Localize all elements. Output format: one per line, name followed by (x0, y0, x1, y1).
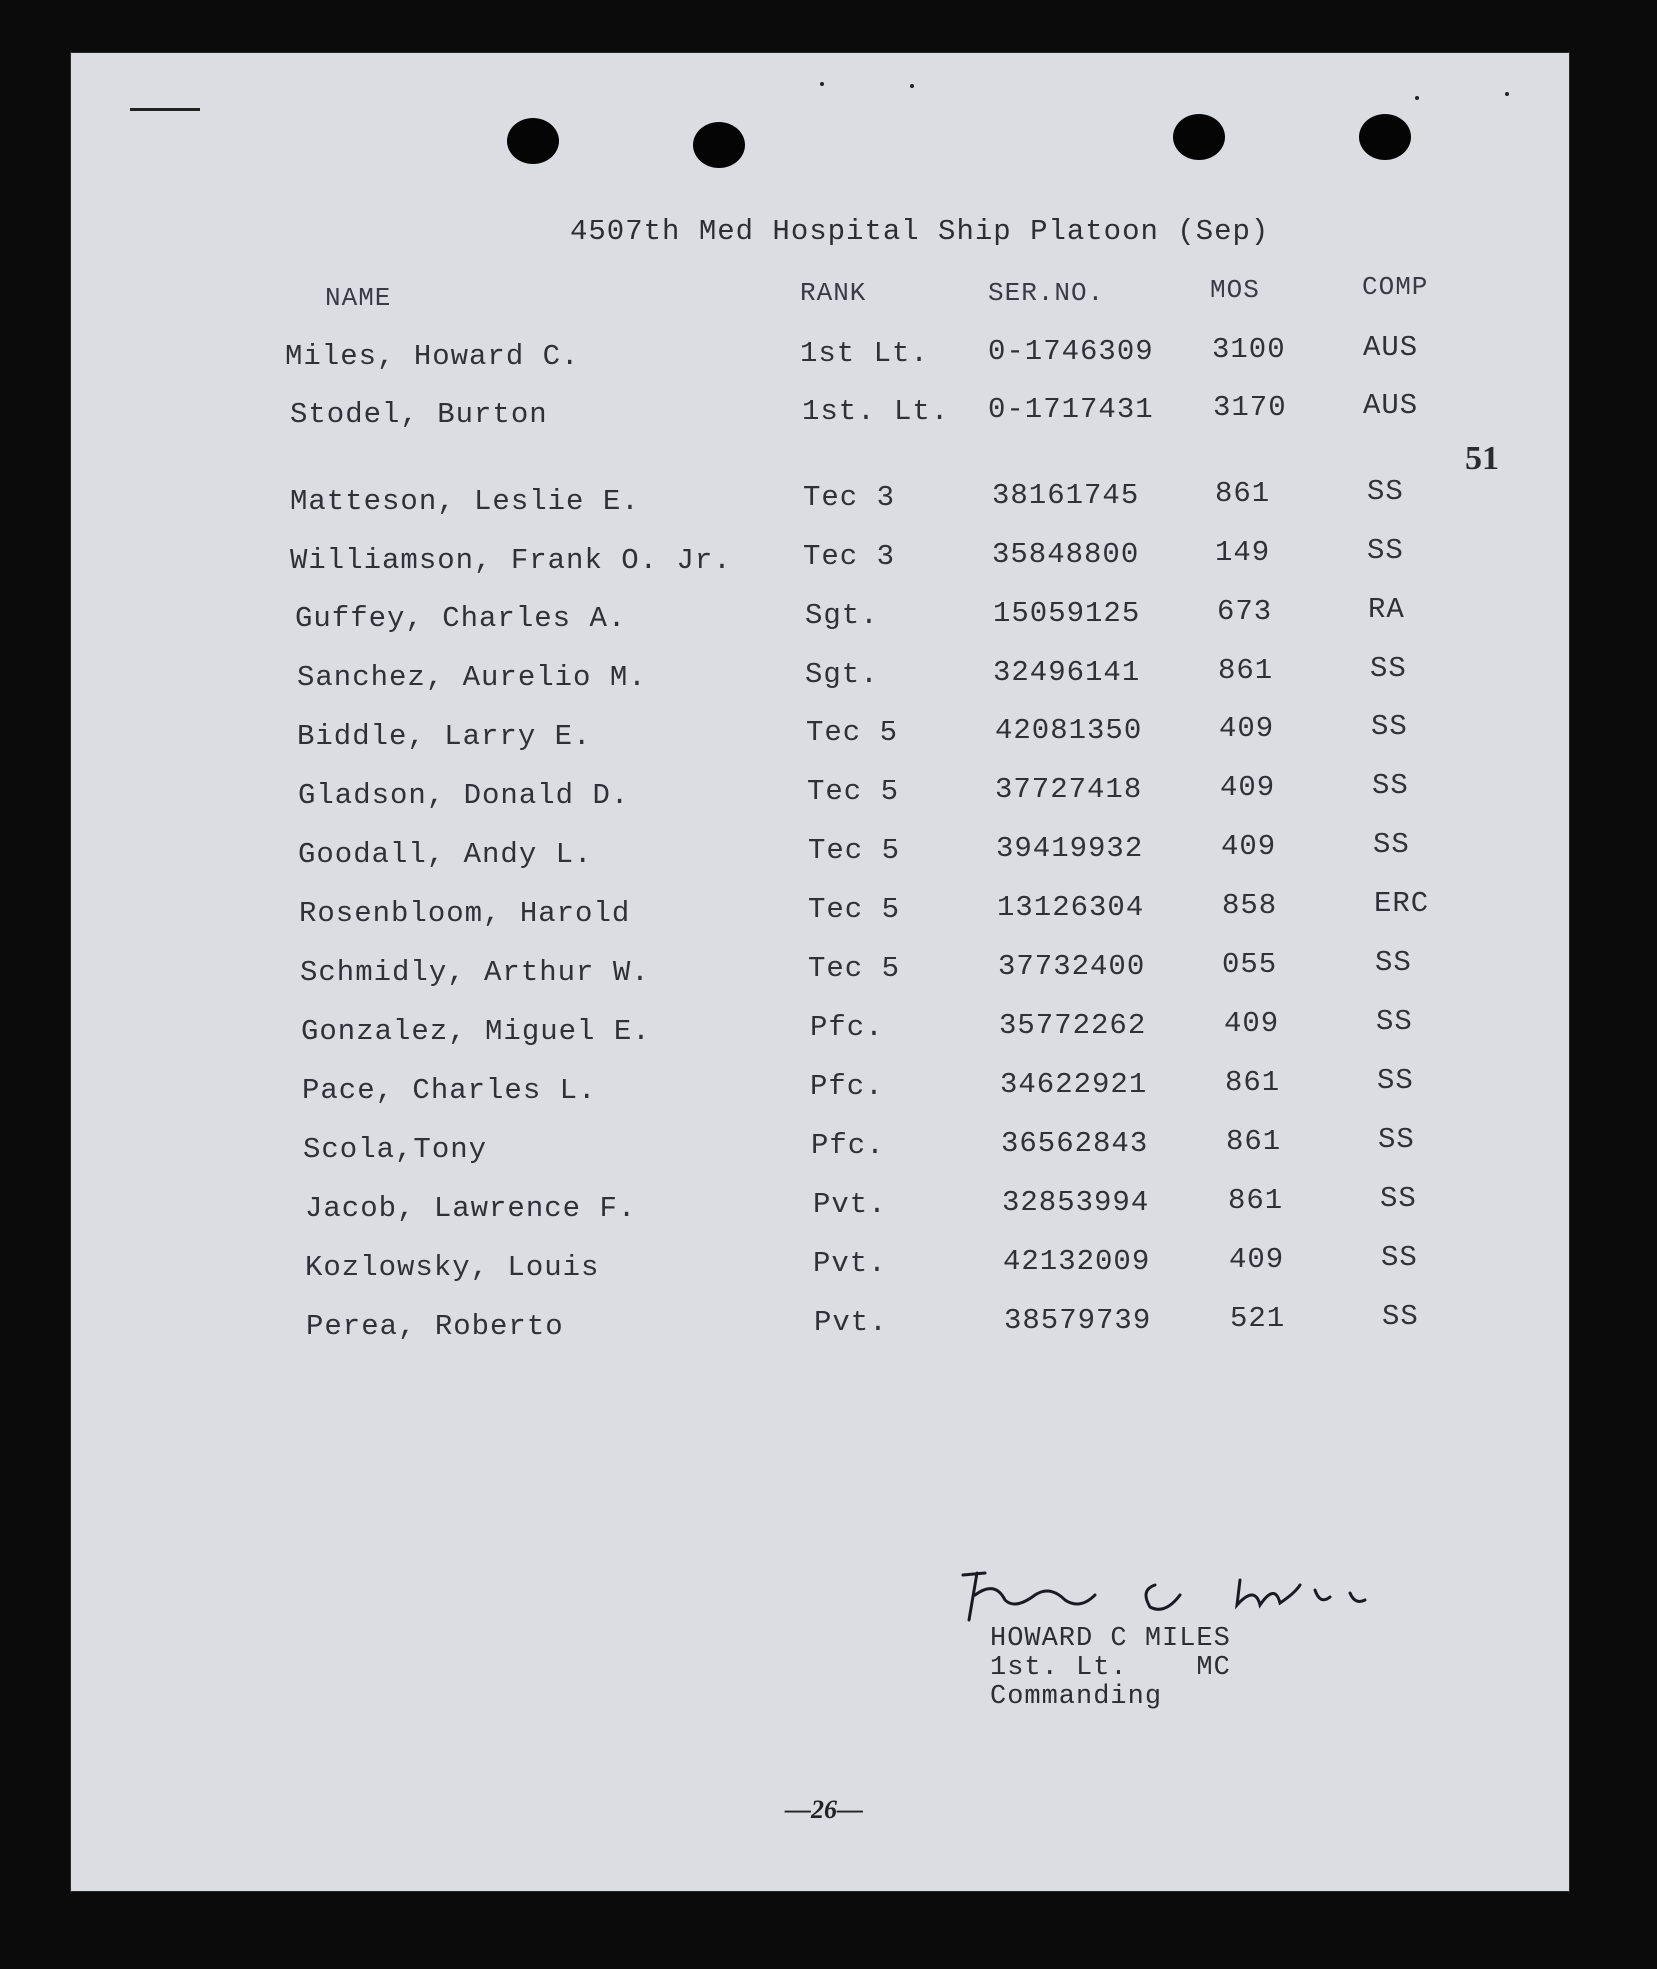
person-mos: 858 (1222, 889, 1278, 922)
person-name: Matteson, Leslie E. (290, 485, 640, 518)
person-mos: 861 (1225, 1066, 1281, 1099)
person-serial: 0-1717431 (988, 393, 1154, 426)
person-rank: Sgt. (805, 599, 879, 632)
person-name: Pace, Charles L. (302, 1074, 597, 1107)
person-comp: SS (1370, 652, 1407, 685)
person-rank: Tec 5 (806, 716, 899, 749)
person-rank: Pfc. (811, 1129, 885, 1162)
person-comp: SS (1371, 710, 1408, 743)
person-serial: 38579739 (1004, 1304, 1152, 1337)
person-comp: SS (1381, 1241, 1418, 1274)
person-comp: SS (1376, 1005, 1413, 1038)
person-mos: 055 (1222, 948, 1278, 981)
person-comp: RA (1368, 593, 1405, 626)
person-rank: Pvt. (813, 1188, 887, 1221)
person-comp: SS (1382, 1300, 1419, 1333)
person-rank: 1st. Lt. (802, 395, 950, 428)
person-name: Williamson, Frank O. Jr. (290, 544, 732, 577)
person-name: Stodel, Burton (290, 398, 548, 431)
speck (910, 84, 914, 88)
person-name: Goodall, Andy L. (298, 838, 593, 871)
punch-hole (507, 118, 559, 164)
header-serial: SER.NO. (988, 278, 1105, 308)
punch-hole (1173, 114, 1225, 160)
person-comp: SS (1377, 1064, 1414, 1097)
person-mos: 521 (1230, 1302, 1286, 1335)
person-name: Schmidly, Arthur W. (300, 956, 650, 989)
person-serial: 0-1746309 (988, 335, 1154, 368)
speck (130, 108, 200, 111)
speck (1415, 96, 1419, 100)
person-mos: 3170 (1213, 391, 1287, 424)
person-serial: 38161745 (992, 479, 1140, 512)
person-name: Rosenbloom, Harold (299, 897, 631, 930)
person-mos: 861 (1215, 477, 1271, 510)
document-title: 4507th Med Hospital Ship Platoon (Sep) (570, 215, 1270, 248)
person-serial: 32853994 (1002, 1186, 1150, 1219)
person-mos: 409 (1219, 712, 1275, 745)
person-rank: Pvt. (813, 1247, 887, 1280)
speck (820, 82, 824, 86)
signature-role: Commanding (990, 1682, 1163, 1712)
person-serial: 34622921 (1000, 1068, 1148, 1101)
person-serial: 36562843 (1001, 1127, 1149, 1160)
person-rank: Tec 5 (808, 834, 901, 867)
person-name: Perea, Roberto (306, 1310, 564, 1343)
person-comp: ERC (1374, 887, 1430, 920)
person-serial: 32496141 (993, 656, 1141, 689)
person-name: Kozlowsky, Louis (305, 1251, 600, 1284)
person-mos: 3100 (1212, 333, 1286, 366)
person-comp: SS (1367, 534, 1404, 567)
person-rank: Tec 5 (807, 775, 900, 808)
person-mos: 409 (1220, 771, 1276, 804)
person-name: Gonzalez, Miguel E. (301, 1015, 651, 1048)
person-mos: 861 (1218, 654, 1274, 687)
signature-block (990, 1625, 1231, 1712)
person-rank: Tec 5 (808, 893, 901, 926)
person-mos: 673 (1217, 595, 1273, 628)
person-rank: Tec 3 (803, 481, 896, 514)
person-mos: 149 (1215, 536, 1271, 569)
person-name: Biddle, Larry E. (297, 720, 592, 753)
person-rank: Pfc. (810, 1011, 884, 1044)
person-mos: 861 (1228, 1184, 1284, 1217)
person-mos: 861 (1226, 1125, 1282, 1158)
person-comp: SS (1375, 946, 1412, 979)
person-comp: SS (1378, 1123, 1415, 1156)
page-number: —26— (785, 1795, 863, 1824)
person-serial: 37732400 (998, 950, 1146, 983)
person-mos: 409 (1221, 830, 1277, 863)
page-mark: 51 (1465, 440, 1499, 477)
person-comp: SS (1373, 828, 1410, 861)
punch-hole (1359, 114, 1411, 160)
person-serial: 15059125 (993, 597, 1141, 630)
header-mos: MOS (1210, 275, 1260, 305)
person-name: Guffey, Charles A. (295, 602, 627, 635)
person-rank: Tec 5 (808, 952, 901, 985)
person-comp: SS (1367, 475, 1404, 508)
person-name: Gladson, Donald D. (298, 779, 630, 812)
person-comp: AUS (1363, 389, 1419, 422)
speck (1505, 92, 1509, 96)
signature-rank: 1st. Lt. MC (990, 1653, 1231, 1683)
person-serial: 35848800 (992, 538, 1140, 571)
person-serial: 37727418 (995, 773, 1143, 806)
person-rank: Pfc. (810, 1070, 884, 1103)
person-rank: Sgt. (805, 658, 879, 691)
person-rank: 1st Lt. (800, 337, 929, 370)
signature-name: HOWARD C MILES (990, 1624, 1231, 1654)
person-serial: 42081350 (995, 714, 1143, 747)
header-comp: COMP (1362, 272, 1429, 302)
person-name: Miles, Howard C. (285, 340, 580, 373)
handwritten-signature (955, 1565, 1415, 1630)
person-mos: 409 (1229, 1243, 1285, 1276)
person-serial: 39419932 (996, 832, 1144, 865)
person-name: Scola,Tony (303, 1133, 488, 1166)
header-name: NAME (325, 283, 392, 313)
person-name: Sanchez, Aurelio M. (297, 661, 647, 694)
person-mos: 409 (1224, 1007, 1280, 1040)
person-rank: Pvt. (814, 1306, 888, 1339)
person-comp: AUS (1363, 331, 1419, 364)
person-serial: 13126304 (997, 891, 1145, 924)
person-comp: SS (1372, 769, 1409, 802)
person-serial: 35772262 (999, 1009, 1147, 1042)
person-name: Jacob, Lawrence F. (305, 1192, 637, 1225)
punch-hole (693, 122, 745, 168)
header-rank: RANK (800, 278, 867, 308)
person-serial: 42132009 (1003, 1245, 1151, 1278)
person-rank: Tec 3 (803, 540, 896, 573)
person-comp: SS (1380, 1182, 1417, 1215)
